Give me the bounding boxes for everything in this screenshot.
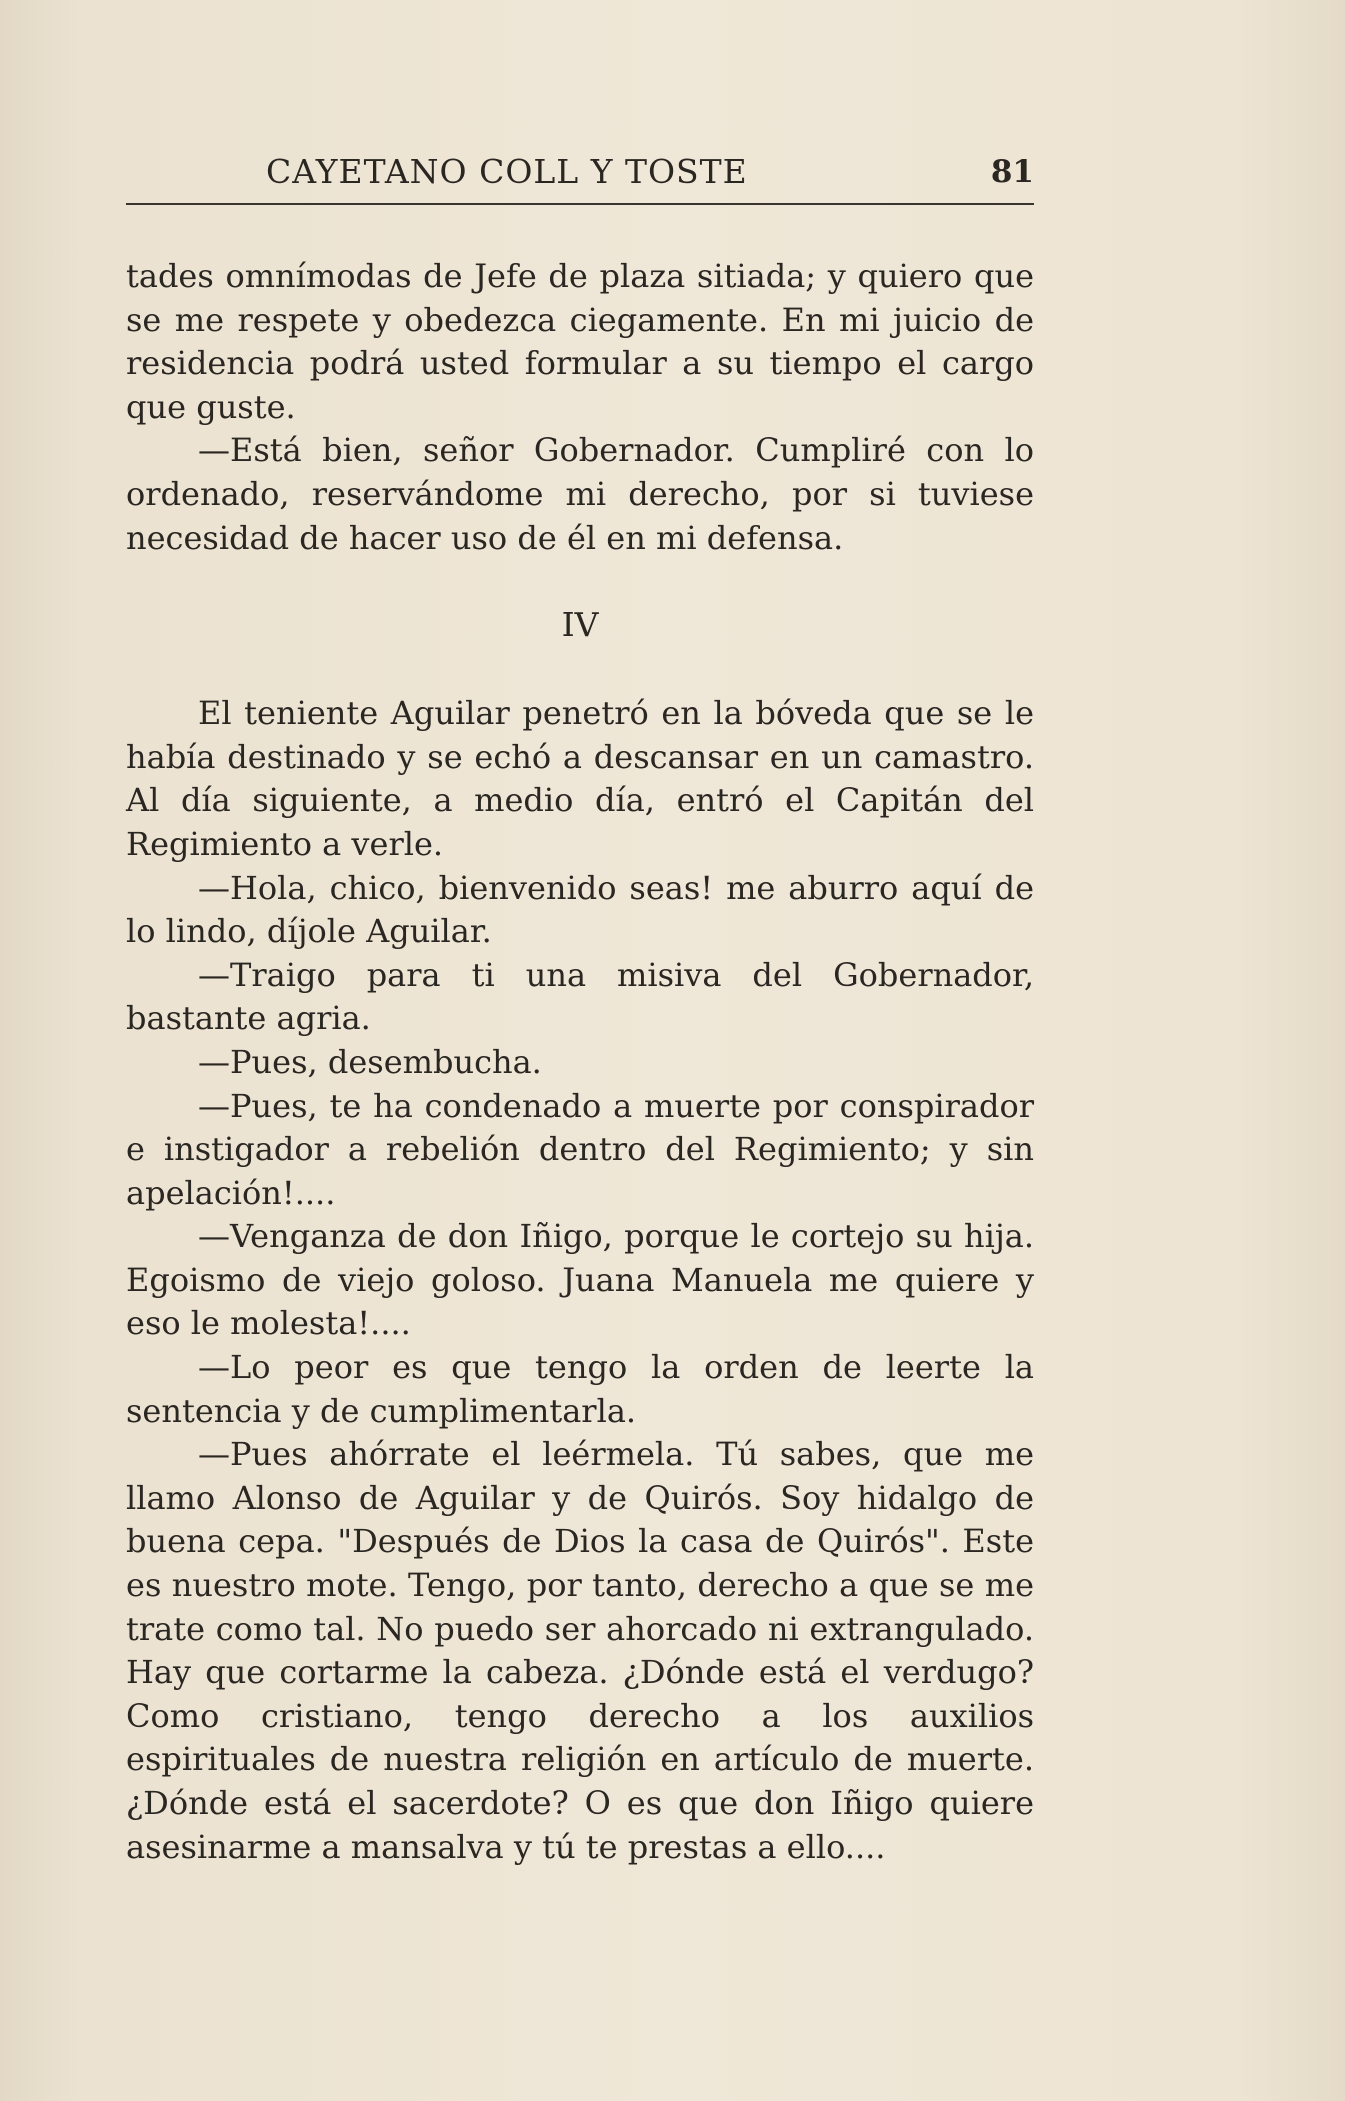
paragraph-dialogue: —Traigo para ti una misiva del Gobernador, bastante agria. — [126, 955, 1034, 1038]
paragraph-dialogue: —Pues, desembucha. — [198, 1042, 542, 1081]
paragraph-dialogue: —Hola, chico, bienvenido seas! me aburro aquí de lo lindo, díjole Aguilar. — [126, 868, 1034, 951]
body-text — [126, 255, 1034, 1869]
paragraph-dialogue: —Venganza de don Iñigo, porque le cortejo su hija. Egoismo de viejo goloso. Juana Manuela me quiere y eso le molesta!.... — [126, 1217, 1034, 1343]
paragraph-continuation: tades omnímodas de Jefe de plaza sitiada; y quiero que se me respete y obedezca ciegamente. En mi juicio de residencia podrá usted formular a su tiempo el cargo que guste. — [126, 257, 1034, 426]
section-heading: IV — [561, 605, 599, 645]
paragraph-dialogue: —Pues ahórrate el leérmela. Tú sabes, que me llamo Alonso de Aguilar y de Quirós. Soy hidalgo de buena cepa. "Después de Dios la casa de Quirós". Este es nuestro mote. Tengo, por tanto, derecho a que se me trate como tal. No puedo ser ahorcado ni extrangulado. Hay que cortarme la cabeza. ¿Dónde está el verdugo? Como cristiano, tengo derecho a los auxilios espirituales de nuestra religión en artículo de muerte. ¿Dónde está el sacerdote? O es que don Iñigo quiere asesinarme a mansalva y tú te prestas a ello.... — [126, 1435, 1034, 1866]
page-header — [126, 152, 1034, 208]
page-number: 81 — [990, 154, 1034, 190]
header-rule — [126, 203, 1034, 205]
paragraph-narration: El teniente Aguilar penetró en la bóveda que se le había destinado y se echó a descansar en un camastro. Al día siguiente, a medio día, entró el Capitán del Regimiento a verle. — [126, 694, 1034, 863]
paragraph-dialogue: —Pues, te ha condenado a muerte por conspirador e instigador a rebelión dentro del Regimiento; y sin apelación!.... — [126, 1086, 1034, 1212]
paragraph-dialogue: —Lo peor es que tengo la orden de leerte la sentencia y de cumplimentarla. — [126, 1348, 1034, 1430]
paragraph-dialogue: —Está bien, señor Gobernador. Cumpliré con lo ordenado, reservándome mi derecho, por si tuviese necesidad de hacer uso de él en mi defensa. — [126, 431, 1034, 557]
running-head: CAYETANO COLL Y TOSTE — [266, 152, 748, 191]
